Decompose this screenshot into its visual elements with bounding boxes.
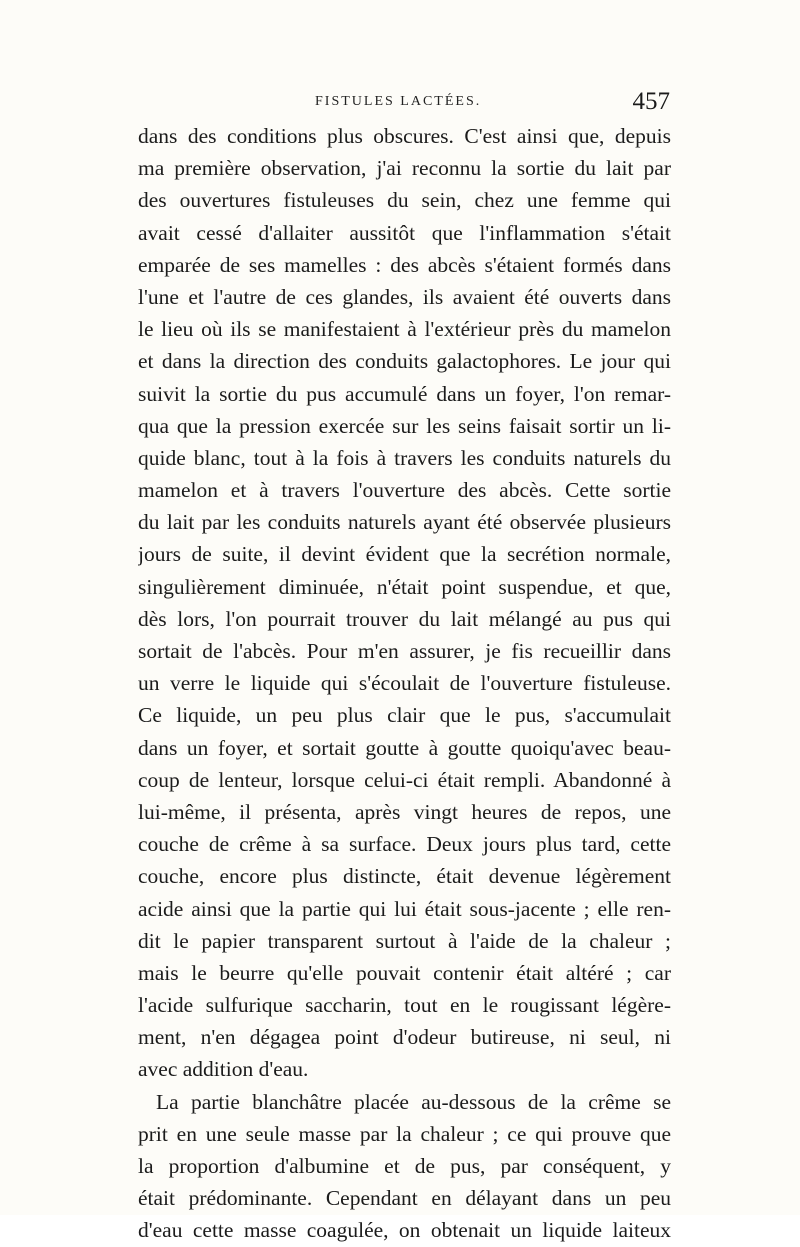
running-title: FISTULES LACTÉES. bbox=[315, 94, 482, 109]
text-line: la proportion d'albumine et de pus, par conséquent, y bbox=[138, 1154, 671, 1178]
text-line: suivit la sortie du pus accumulé dans un foyer, l'on remar- bbox=[138, 381, 671, 406]
text-line: avait cessé d'allaiter aussitôt que l'inflammation s'était bbox=[138, 220, 671, 245]
text-line: d'eau cette masse coagulée, on obtenait un liquide laiteux bbox=[138, 1218, 671, 1243]
text-line: qua que la pression exercée sur les seins faisait sortir un li- bbox=[138, 413, 671, 438]
text-line: dès lors, l'on pourrait trouver du lait mélangé au pus qui bbox=[138, 606, 671, 631]
page-number: 457 bbox=[632, 88, 670, 115]
text-line: couche, encore plus distincte, était devenue légèrement bbox=[138, 864, 671, 889]
text-line: quide blanc, tout à la fois à travers les conduits naturels du bbox=[138, 445, 671, 470]
body-text bbox=[138, 120, 671, 1247]
text-line: ma première observation, j'ai reconnu la sortie du lait par bbox=[138, 156, 671, 181]
paragraph-first-line: La partie blanchâtre placée au-dessous de la crême se bbox=[156, 1089, 671, 1114]
text-line: des ouvertures fistuleuses du sein, chez une femme qui bbox=[138, 188, 671, 213]
text-line: dans un foyer, et sortait goutte à goutte quoiqu'avec beau- bbox=[138, 735, 671, 760]
text-line: un verre le liquide qui s'écoulait de l'ouverture fistuleuse. bbox=[138, 671, 671, 696]
text-line: dans des conditions plus obscures. C'est ainsi que, depuis bbox=[138, 124, 671, 148]
text-line: le lieu où ils se manifestaient à l'extérieur près du mamelon bbox=[138, 317, 671, 342]
text-line: du lait par les conduits naturels ayant été observée plusieurs bbox=[138, 510, 671, 535]
text-line: singulièrement diminuée, n'était point suspendue, et que, bbox=[138, 574, 671, 599]
text-line: mamelon et à travers l'ouverture des abcès. Cette sortie bbox=[138, 478, 671, 503]
text-line: était prédominante. Cependant en délayant dans un peu bbox=[138, 1186, 671, 1211]
paragraph-last-line: avec addition d'eau. bbox=[138, 1057, 309, 1082]
text-line: acide ainsi que la partie qui lui était sous-jacente ; elle ren- bbox=[138, 896, 671, 921]
text-line: et dans la direction des conduits galactophores. Le jour qui bbox=[138, 349, 671, 374]
text-line: coup de lenteur, lorsque celui-ci était rempli. Abandonné à bbox=[138, 767, 671, 792]
text-line: l'une et l'autre de ces glandes, ils avaient été ouverts dans bbox=[138, 284, 671, 309]
text-line: lui-même, il présenta, après vingt heures de repos, une bbox=[138, 799, 671, 824]
text-line: sortait de l'abcès. Pour m'en assurer, je fis recueillir dans bbox=[138, 639, 671, 663]
text-line: jours de suite, il devint évident que la secrétion normale, bbox=[138, 542, 671, 567]
text-line: emparée de ses mamelles : des abcès s'étaient formés dans bbox=[138, 252, 671, 277]
text-line: l'acide sulfurique saccharin, tout en le rougissant légère- bbox=[138, 993, 671, 1018]
text-line: mais le beurre qu'elle pouvait contenir était altéré ; car bbox=[138, 960, 671, 985]
text-line: dit le papier transparent surtout à l'aide de la chaleur ; bbox=[138, 928, 671, 953]
text-line: couche de crême à sa surface. Deux jours plus tard, cette bbox=[138, 832, 671, 857]
text-line: ment, n'en dégagea point d'odeur butireuse, ni seul, ni bbox=[138, 1025, 671, 1050]
text-line: Ce liquide, un peu plus clair que le pus, s'accumulait bbox=[138, 703, 671, 728]
page-header bbox=[140, 88, 670, 118]
text-line: prit en une seule masse par la chaleur ; ce qui prouve que bbox=[138, 1121, 671, 1146]
